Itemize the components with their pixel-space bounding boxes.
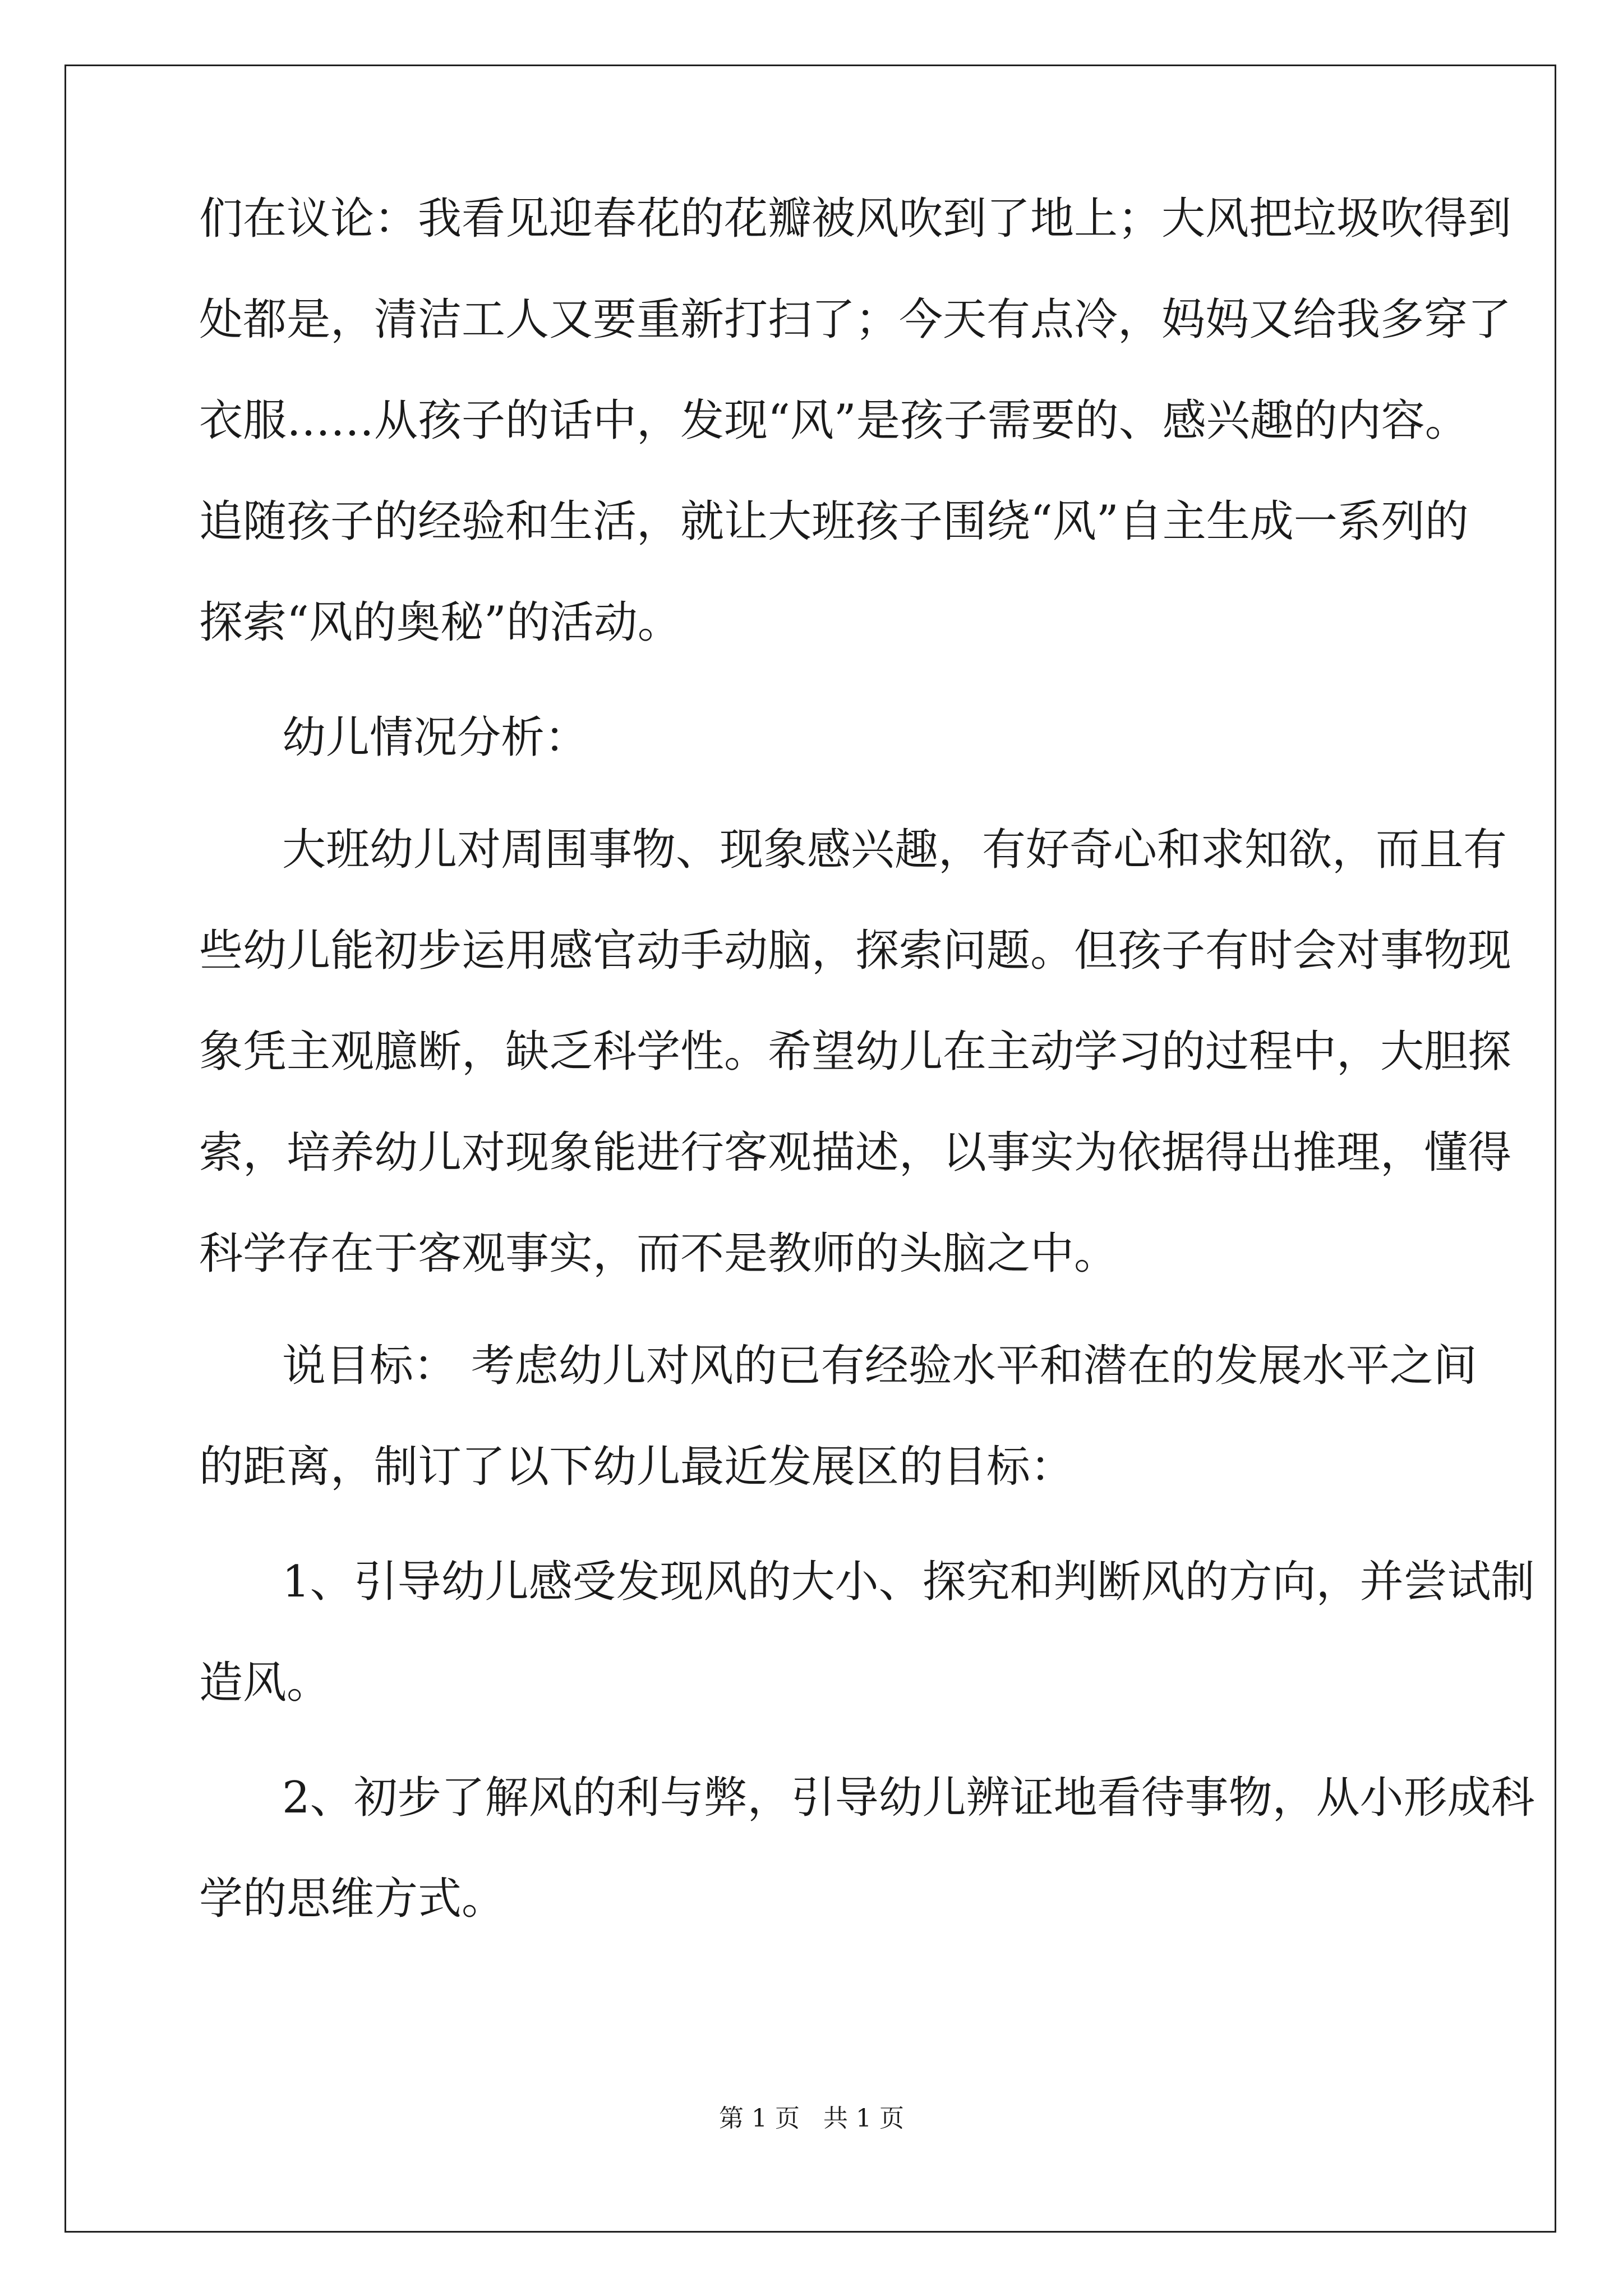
text-line: 衣服……从孩子的话中，发现“风”是孩子需要的、感兴趣的内容。 bbox=[199, 395, 1469, 446]
text-line: 些幼儿能初步运用感官动手动脑，探索问题。但孩子有时会对事物现 bbox=[199, 926, 1512, 976]
text-line: 说目标： 考虑幼儿对风的已有经验水平和潜在的发展水平之间 bbox=[282, 1341, 1477, 1391]
text-line: 1、引导幼儿感受发现风的大小、探究和判断风的方向，并尝试制 bbox=[282, 1557, 1535, 1607]
page-footer: 第 1 页 共 1 页 bbox=[719, 2104, 904, 2133]
text-line: 探索“风的奥秘”的活动。 bbox=[199, 597, 681, 648]
text-line: 处都是，清洁工人又要重新打扫了；今天有点冷，妈妈又给我多穿了 bbox=[199, 295, 1512, 345]
text-line: 学的思维方式。 bbox=[199, 1874, 506, 1924]
text-line: 科学存在于客观事实，而不是教师的头脑之中。 bbox=[199, 1228, 1118, 1279]
text-line: 象凭主观臆断，缺乏科学性。希望幼儿在主动学习的过程中，大胆探 bbox=[199, 1027, 1512, 1077]
text-line: 的距离，制订了以下幼儿最近发展区的目标： bbox=[199, 1442, 1075, 1492]
text-line: 们在议论：我看见迎春花的花瓣被风吹到了地上；大风把垃圾吹得到 bbox=[199, 194, 1512, 244]
text-line: 造风。 bbox=[199, 1658, 331, 1708]
text-line: 追随孩子的经验和生活，就让大班孩子围绕“风”自主生成一系列的 bbox=[199, 496, 1469, 547]
text-line: 索，培养幼儿对现象能进行客观描述，以事实为依据得出推理，懂得 bbox=[199, 1128, 1512, 1178]
text-line: 大班幼儿对周围事物、现象感兴趣，有好奇心和求知欲，而且有 bbox=[282, 825, 1507, 875]
text-line: 2、初步了解风的利与弊，引导幼儿辨证地看待事物，从小形成科 bbox=[282, 1773, 1535, 1823]
text-line: 幼儿情况分析： bbox=[282, 712, 589, 763]
